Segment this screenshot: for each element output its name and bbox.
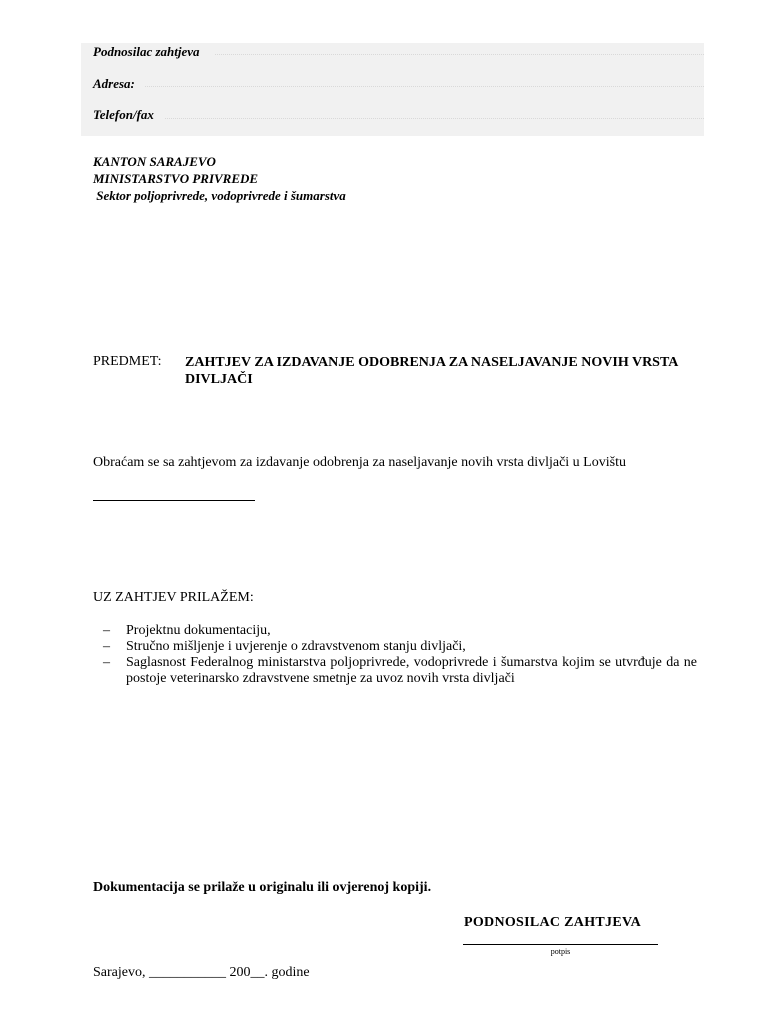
hunting-ground-blank-line (93, 500, 255, 501)
subject-label: PREDMET: (93, 354, 162, 369)
attachment-item (93, 639, 697, 655)
applicant-label: Podnosilac zahtjeva (93, 44, 200, 59)
signature-caption: potpis (550, 947, 571, 956)
attachments-title: UZ ZAHTJEV PRILAŽEM: (93, 590, 254, 605)
addressee-block (93, 153, 346, 204)
addressee-canton: KANTON SARAJEVO (93, 154, 216, 169)
addressee-sector: Sektor poljoprivrede, vodoprivrede i šumarstva (93, 188, 346, 203)
attachment-text: Stručno mišljenje i uvjerenje o zdravstvenom stanju divljači, (126, 639, 466, 654)
address-dotted-line (145, 86, 704, 87)
signature-title: PODNOSILAC ZAHTJEVA (464, 915, 641, 930)
attachment-item (93, 655, 697, 687)
request-paragraph: Obraćam se sa zahtjevom za izdavanje odobrenja za naseljavanje novih vrsta divljači u Lovištu (93, 455, 626, 470)
attachment-text: Saglasnost Federalnog ministarstva poljoprivrede, vodoprivrede i šumarstva kojim se utvrđuje da ne postoje veterinarsko zdravstvene smetnje za uvoz novih vrsta divljači (126, 655, 697, 686)
bullet-dash: – (103, 623, 110, 638)
phone-dotted-line (165, 118, 704, 119)
documentation-note: Dokumentacija se prilaže u originalu ili ovjerenoj kopiji. (93, 880, 432, 895)
attachment-item (93, 623, 697, 639)
applicant-dotted-line (215, 54, 704, 55)
bullet-dash: – (103, 655, 110, 670)
phone-fax-label: Telefon/fax (93, 107, 154, 122)
attachments-list (93, 623, 697, 687)
bullet-dash: – (103, 639, 110, 654)
attachment-text: Projektnu dokumentaciju, (126, 623, 271, 638)
subject-title: ZAHTJEV ZA IZDAVANJE ODOBRENJA ZA NASELJAVANJE NOVIH VRSTA DIVLJAČI (185, 355, 678, 387)
place-date-line: Sarajevo, ___________ 200__. godine (93, 965, 310, 980)
address-label: Adresa: (93, 76, 135, 91)
signature-line (463, 944, 658, 945)
addressee-ministry: MINISTARSTVO PRIVREDE (93, 171, 259, 186)
